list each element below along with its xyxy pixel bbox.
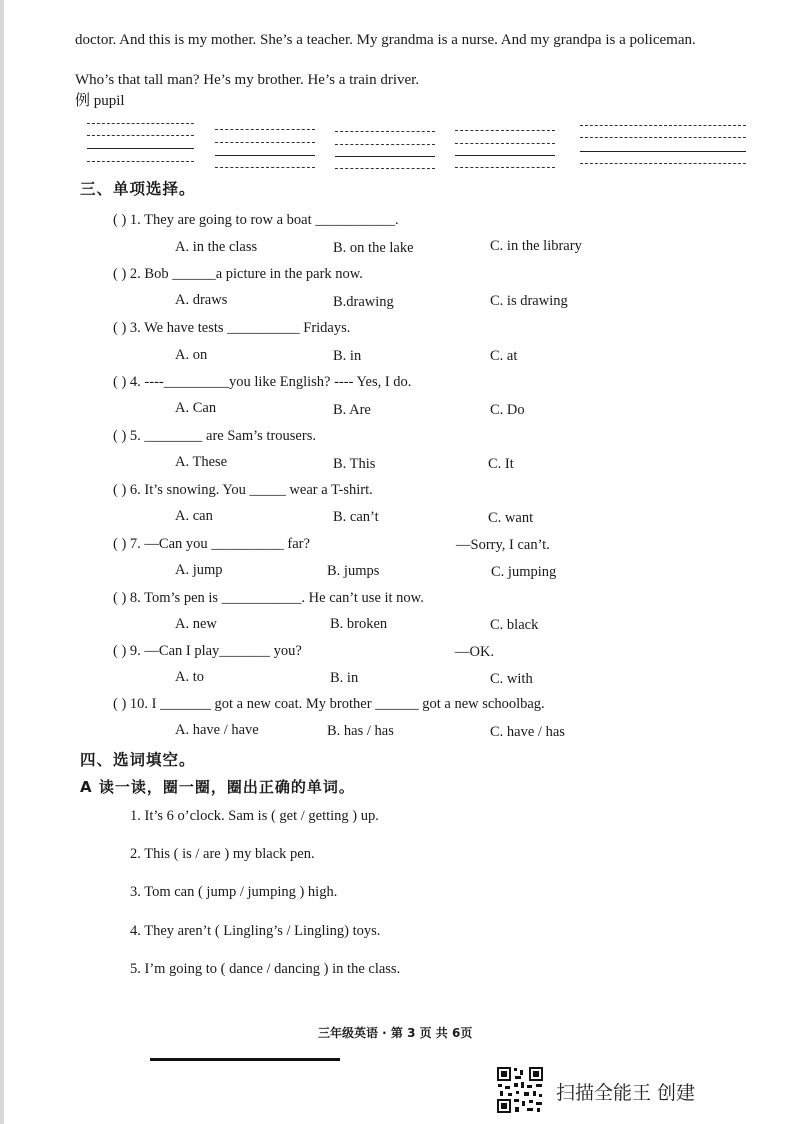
question-8-option-a[interactable]: A. new (175, 616, 217, 632)
question-7-reply: —Sorry, I can’t. (456, 537, 550, 553)
question-1-option-a[interactable]: A. in the class (175, 239, 258, 255)
question-2-option-a[interactable]: A. draws (175, 292, 228, 308)
page-number-footer: 三年级英语 · 第 3 页 共 6页 (318, 1026, 473, 1040)
question-4-option-b[interactable]: B. Are (333, 402, 371, 418)
section-3-title: 三、单项选择。 (80, 180, 196, 198)
question-2-stem: ( ) 2. Bob ______a picture in the park now. (113, 266, 363, 282)
circle-item-1: 1. It’s 6 o’clock. Sam is ( get / getting ) up. (130, 808, 379, 824)
question-3-stem: ( ) 3. We have tests __________ Fridays. (113, 320, 351, 336)
section-4a-instruction: A 读一读，圈一圈，圈出正确的单词。 (80, 778, 355, 796)
writing-grid-5[interactable] (580, 120, 746, 170)
question-1-option-c[interactable]: C. in the library (490, 238, 582, 254)
question-4-option-c[interactable]: C. Do (490, 402, 525, 418)
scanner-watermark-text: 扫描全能王 创建 (556, 1082, 696, 1104)
question-10-option-c[interactable]: C. have / has (490, 724, 565, 740)
question-3-option-b[interactable]: B. in (333, 348, 362, 364)
question-7-option-b[interactable]: B. jumps (327, 563, 380, 579)
question-2-option-b[interactable]: B.drawing (333, 294, 394, 310)
question-4-option-a[interactable]: A. Can (175, 400, 217, 416)
question-9-stem: ( ) 9. —Can I play_______ you? (113, 643, 302, 659)
circle-item-4: 4. They aren’t ( Lingling’s / Lingling) toys. (130, 923, 381, 939)
writing-grid-1[interactable] (87, 120, 194, 170)
question-7-option-a[interactable]: A. jump (175, 562, 223, 578)
question-6-stem: ( ) 6. It’s snowing. You _____ wear a T-shirt. (113, 482, 373, 498)
question-3-option-c[interactable]: C. at (490, 348, 518, 364)
question-6-option-a[interactable]: A. can (175, 508, 213, 524)
bottom-rule (150, 1058, 340, 1061)
question-10-option-b[interactable]: B. has / has (327, 723, 394, 739)
writing-grid-3[interactable] (335, 120, 435, 170)
question-5-option-a[interactable]: A. These (175, 454, 228, 470)
intro-line-1: doctor. And this is my mother. She’s a teacher. My grandma is a nurse. And my grandpa is a policeman. (75, 32, 696, 48)
question-6-option-c[interactable]: C. want (488, 510, 534, 526)
question-4-stem: ( ) 4. ----_________you like English? ---- Yes, I do. (113, 374, 412, 390)
qr-code-icon (496, 1066, 544, 1114)
question-1-option-b[interactable]: B. on the lake (333, 240, 414, 256)
question-1-stem: ( ) 1. They are going to row a boat ___________. (113, 212, 399, 228)
intro-line-2: Who’s that tall man? He’s my brother. He’s a train driver. (75, 72, 420, 88)
question-3-option-a[interactable]: A. on (175, 347, 208, 363)
question-5-option-c[interactable]: C. It (488, 456, 514, 472)
question-9-reply: —OK. (455, 644, 495, 660)
example-word: 例 pupil (75, 93, 125, 109)
writing-grid-2[interactable] (215, 120, 315, 170)
question-7-stem: ( ) 7. —Can you __________ far? (113, 536, 310, 552)
question-8-stem: ( ) 8. Tom’s pen is ___________. He can’t use it now. (113, 590, 424, 606)
section-4-title: 四、选词填空。 (80, 751, 196, 769)
question-9-option-c[interactable]: C. with (490, 671, 533, 687)
question-7-option-c[interactable]: C. jumping (491, 564, 557, 580)
scan-edge-shadow (0, 0, 4, 1124)
question-2-option-c[interactable]: C. is drawing (490, 293, 568, 309)
question-10-stem: ( ) 10. I _______ got a new coat. My brother ______ got a new schoolbag. (113, 696, 545, 712)
question-5-stem: ( ) 5. ________ are Sam’s trousers. (113, 428, 316, 444)
circle-item-5: 5. I’m going to ( dance / dancing ) in the class. (130, 961, 401, 977)
question-8-option-c[interactable]: C. black (490, 617, 539, 633)
circle-item-3: 3. Tom can ( jump / jumping ) high. (130, 884, 338, 900)
question-9-option-a[interactable]: A. to (175, 669, 204, 685)
question-9-option-b[interactable]: B. in (330, 670, 359, 686)
circle-item-2: 2. This ( is / are ) my black pen. (130, 846, 315, 862)
question-10-option-a[interactable]: A. have / have (175, 722, 259, 738)
question-5-option-b[interactable]: B. This (333, 456, 376, 472)
question-8-option-b[interactable]: B. broken (330, 616, 388, 632)
question-6-option-b[interactable]: B. can’t (333, 509, 379, 525)
writing-grid-4[interactable] (455, 120, 555, 170)
